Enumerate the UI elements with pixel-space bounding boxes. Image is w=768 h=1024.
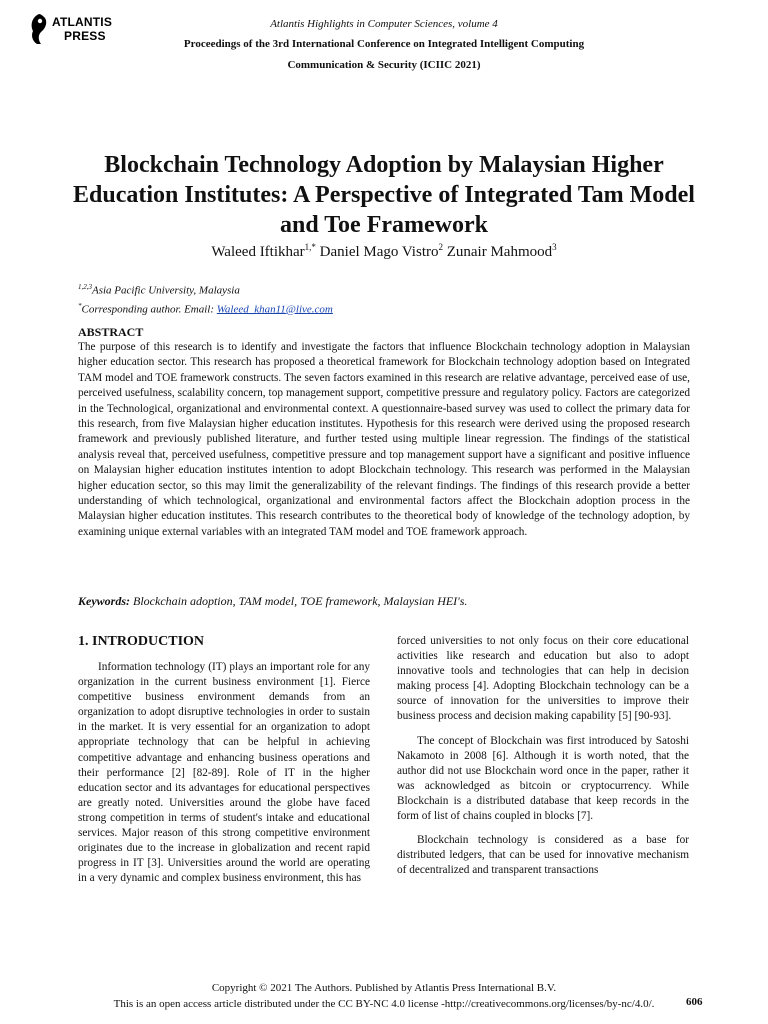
page-number: 606 bbox=[686, 996, 703, 1008]
keywords bbox=[78, 594, 467, 609]
paragraph: The concept of Blockchain was first introduced by Satoshi Nakamoto in 2008 [6]. Although it is worth noted, that the author did not use Blockchain word once in the paper, rather it was acknowledged as bitcoin or cryptocurrency. While Blockchain is a distributed database that keep records in the form of list of chains coupled in blocks [7]. bbox=[397, 734, 689, 823]
abstract-text: The purpose of this research is to identify and investigate the factors that influence Blockchain technology adoption in Malaysian higher education sector. This research has proposed a theoretical framework for Blockchain technology adoption based on Integrated TAM model and TOE framework constructs. The seven factors examined in this research are relative advantage, perceived ease of use, perceived usefulness, scalability concern, top management support, competitive pressure and regulatory policy. Factors are categorized in the Technological, organizational and environmental context. A questionnaire-based survey was used to collect the primary data for this research, from five Malaysian higher education institutes. Hypothesis for this research were derived using the proposed research framework and previously published literature, and further tested using multiple linear regression. The findings of the statistical analysis reveal that, perceived usefulness, competitive pressure and top management support have a significant and positive influence on Malaysian higher education institutes intention to adopt Blockchain technology. This research was performed in the Malaysian higher education sector, so this may limit the generalizability of the relevant findings. The findings of this research provide a better understanding of which technological, organizational and environmental factors affect the Blockchain adoption process in the Malaysian higher education institutes. This research contributes to the theoretical body of knowledge of the technology adoption, by examining unique external variables with an integrated TAM model and TOE framework approach. bbox=[78, 341, 690, 538]
copyright-line: Copyright © 2021 The Authors. Published by Atlantis Press International B.V. bbox=[211, 982, 557, 994]
affiliations bbox=[78, 280, 333, 317]
paragraph: Information technology (IT) plays an important role for any organization in the current business environment [1]. Fierce competitive business environment demands from an organization to adopt disruptive technologies in order to sustain in the market. It is very essential for an organization to adopt appropriate technology that can be helpful in achieving competitive advantage and enhancing business operations and their performance [2] [82-89]. Role of IT in the higher education sector and its advantages for educational perspectives are greatly noted. Universities around the globe have faced strong competition in terms of student's intake and educational services. Major reason of this strong competitive environment originates due to the increase in globalization and recent rapid progress in IT [3]. Universities around the world are operating in a very dynamic and complex business environment, this has bbox=[78, 661, 370, 885]
proceedings-header-line2: Communication & Security (ICIIC 2021) bbox=[287, 59, 481, 71]
corresponding-email-link[interactable]: Waleed_khan11@live.com bbox=[216, 303, 333, 316]
author-name: Waleed Iftikhar bbox=[211, 244, 305, 260]
page-footer bbox=[0, 980, 768, 1012]
left-column bbox=[78, 660, 370, 895]
author-name: Zunair Mahmood bbox=[446, 244, 553, 260]
corresponding-label: Corresponding author. Email: bbox=[81, 303, 217, 316]
paper-title: Blockchain Technology Adoption by Malaysian Higher Education Institutes: A Perspective of Integrated Tam Model and Toe Framework bbox=[73, 152, 695, 238]
author-affiliation-mark: 2 bbox=[438, 242, 443, 252]
logo-text-press: PRESS bbox=[64, 29, 106, 43]
author-affiliation-mark: 3 bbox=[552, 242, 557, 252]
right-column bbox=[397, 634, 689, 887]
logo-text-atlantis: ATLANTIS bbox=[52, 15, 113, 29]
license-line: This is an open access article distributed under the CC BY-NC 4.0 license -http://creativecommons.org/licenses/by-nc/4.0/. bbox=[113, 998, 655, 1010]
corresponding-author-line bbox=[78, 299, 333, 318]
proceedings-header: Proceedings of the 3rd International Conference on Integrated Intelligent Computing bbox=[183, 38, 585, 50]
keywords-label: Keywords: bbox=[78, 594, 130, 608]
author-list bbox=[0, 242, 768, 261]
affiliation-line bbox=[78, 280, 333, 299]
paragraph: Blockchain technology is considered as a base for distributed ledgers, that can be used for innovative mechanism of decentralized and transparent transactions bbox=[397, 834, 689, 877]
corresponding-mark: * bbox=[78, 301, 82, 310]
author-name: Daniel Mago Vistro bbox=[319, 244, 439, 260]
affiliation-mark: 1,2,3 bbox=[78, 283, 92, 291]
series-header: Atlantis Highlights in Computer Sciences, volume 4 bbox=[270, 18, 498, 30]
section-heading-introduction: 1. INTRODUCTION bbox=[78, 634, 205, 649]
affiliation-text: Asia Pacific University, Malaysia bbox=[92, 284, 240, 297]
paragraph: forced universities to not only focus on their core educational activities like research and education but also to adopt innovative tools and technologies that can help in decision making process [4]. Adopting Blockchain technology can be a source of innovation for the universities to improve their business process and decision making capability [5] [90-93]. bbox=[397, 635, 689, 723]
abstract-heading: ABSTRACT bbox=[78, 325, 144, 339]
keywords-text: Blockchain adoption, TAM model, TOE framework, Malaysian HEI's. bbox=[133, 594, 468, 608]
author-affiliation-mark: 1,* bbox=[304, 242, 316, 252]
